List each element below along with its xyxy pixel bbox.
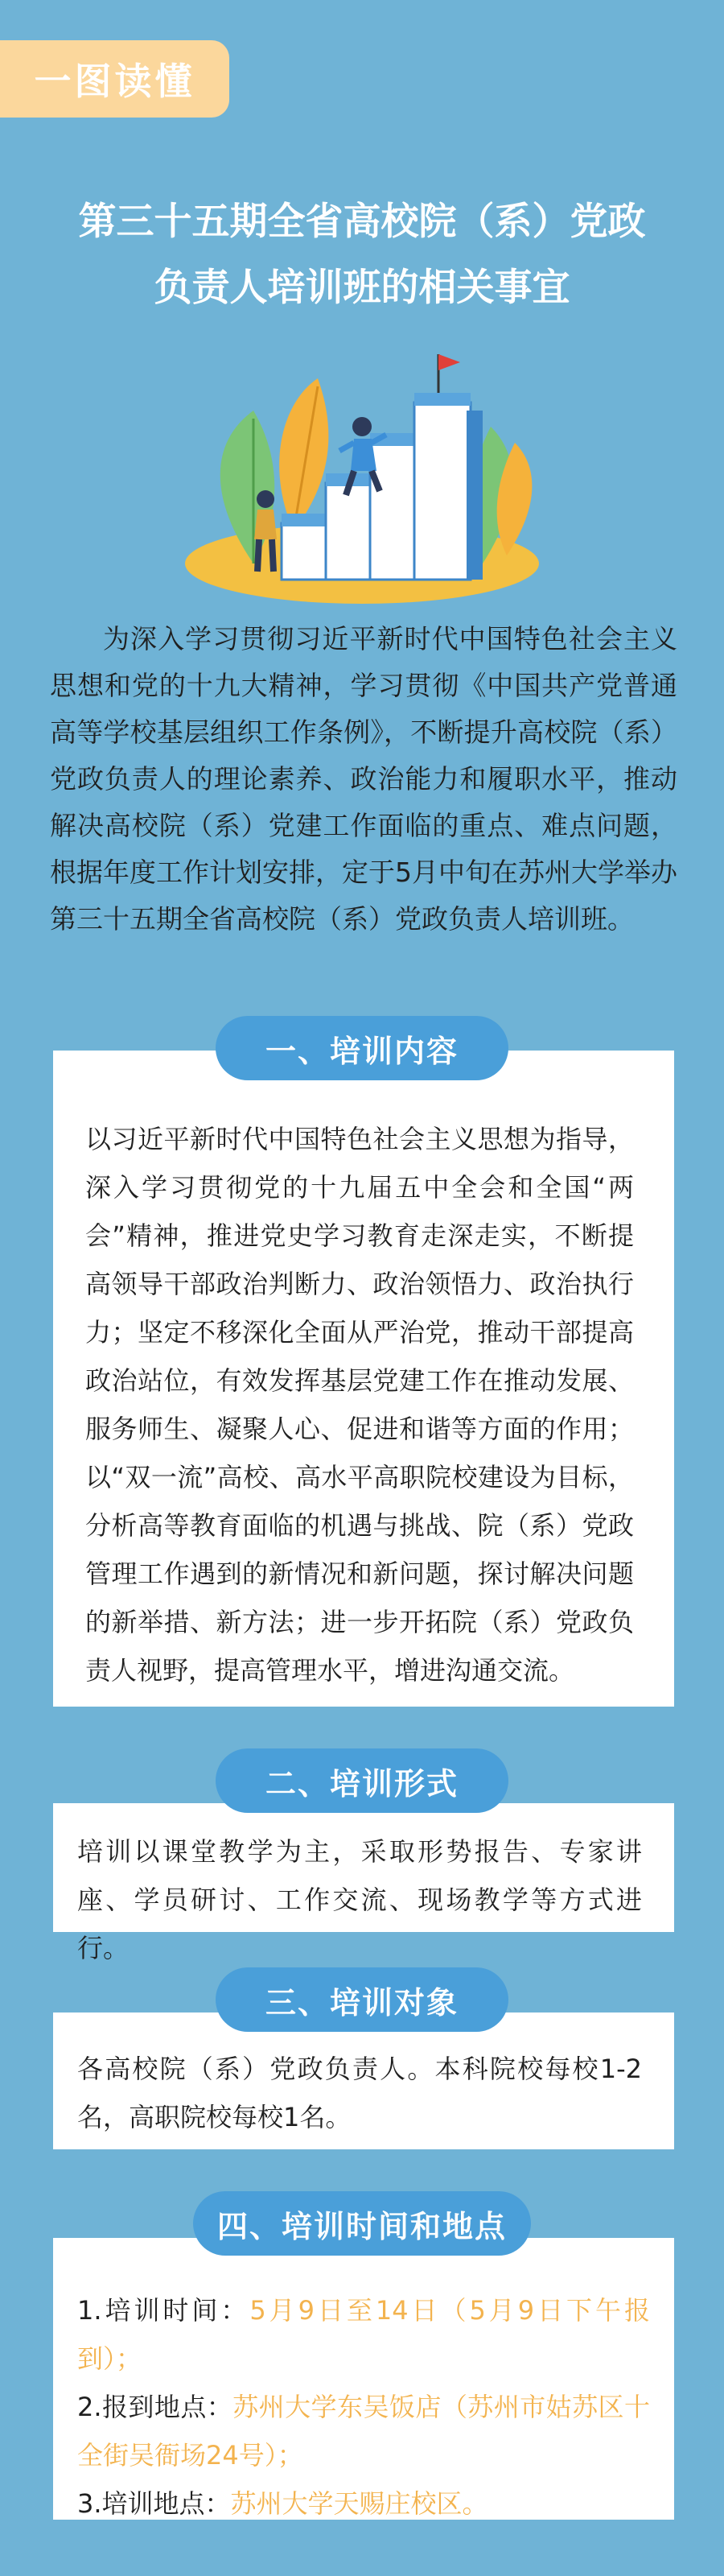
section-body: 培训以课堂教学为主，采取形势报告、专家讲座、学员研讨、工作交流、现场教学等方式进行。 <box>77 1836 642 1963</box>
page-title <box>0 189 724 321</box>
title-line-1: 第三十五期全省高校院（系）党政 <box>78 200 646 244</box>
info-training-place: 3.培训地点：苏州大学天赐庄校区。 <box>77 2488 488 2519</box>
section-title: 四、培训时间和地点 <box>193 2191 531 2256</box>
section-training-target <box>53 2013 674 2149</box>
info-time: 1.培训时间：5月9日至14日（5月9日下午报到）； <box>77 2295 650 2374</box>
section-body: 各高校院（系）党政负责人。本科院校每校1-2名，高职院校每校1名。 <box>77 2054 642 2132</box>
section-training-form <box>53 1803 674 1963</box>
section-body: 以习近平新时代中国特色社会主义思想为指导，深入学习贯彻党的十九届五中全会和全国“两会”精神，推进党史学习教育走深走实，不断提高领导干部政治判断力、政治领悟力、政治执行力；坚定不移深化全面从严治党，推动干部提高政治站位，有效发挥基层党建工作在推动发展、服务师生、凝聚人心、促进和谐等方面的作用；以“双一流”高校、高水平高职院校建设为目标，分析高等教育面临的机遇与挑战、院（系）党政管理工作遇到的新情况和新问题，探讨解决问题的新举措、新方法；进一步开拓院（系）党政负责人视野，提高管理水平，增进沟通交流。 <box>85 1124 634 1686</box>
header-tag: 一图读懂 <box>0 40 229 118</box>
info-checkin-place: 2.报到地点：苏州大学东吴饭店（苏州市姑苏区十全街吴衙场24号）； <box>77 2392 650 2471</box>
section-title: 一、培训内容 <box>216 1016 508 1080</box>
section-title: 三、培训对象 <box>216 1967 508 2032</box>
section-training-content <box>53 1051 674 1707</box>
intro-paragraph: 为深入学习贯彻习近平新时代中国特色社会主义思想和党的十九大精神，学习贯彻《中国共产党普通高等学校基层组织工作条例》，不断提升高校院（系）党政负责人的理论素养、政治能力和履职水平，推动解决高校院（系）党建工作面临的重点、难点问题，根据年度工作计划安排，定于5月中旬在苏州大学举办第三十五期全省高校院（系）党政负责人培训班。 <box>50 623 677 935</box>
section-title: 二、培训形式 <box>216 1748 508 1813</box>
title-line-2: 负责人培训班的相关事宜 <box>154 266 570 310</box>
section-time-place <box>53 2238 674 2520</box>
stairs-illustration <box>161 322 563 612</box>
